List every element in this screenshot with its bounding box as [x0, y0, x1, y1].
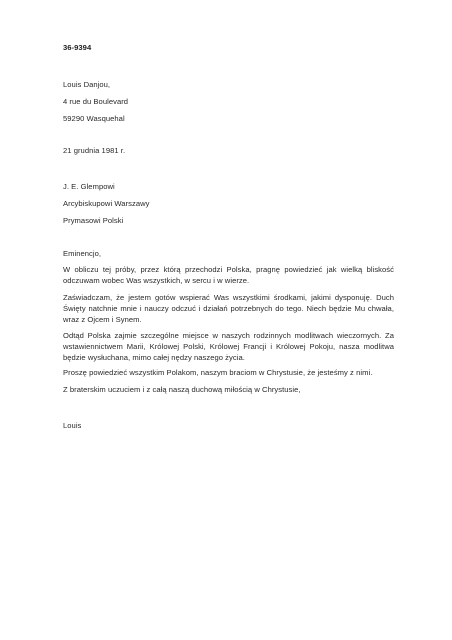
- recipient-title-2: Prymasowi Polski: [63, 216, 124, 225]
- closing-line: Z braterskim uczuciem i z całą naszą duchową miłością w Chrystusie,: [63, 385, 301, 394]
- reference-number: 36-9394: [63, 43, 92, 52]
- signature: Louis: [63, 421, 82, 430]
- recipient-name: J. E. Glempowi: [63, 182, 115, 191]
- salutation: Eminencjo,: [63, 249, 102, 258]
- body-paragraph-4: Proszę powiedzieć wszystkim Polakom, naszym braciom w Chrystusie, że jesteśmy z nimi.: [63, 368, 373, 377]
- sender-name: Louis Danjou,: [63, 80, 111, 89]
- recipient-title-1: Arcybiskupowi Warszawy: [63, 199, 150, 208]
- body-paragraph-1: W obliczu tej próby, przez którą przechodzi Polska, pragnę powiedzieć jak wielką bliskość odczuwam wobec Was wszystkich, w sercu i w wierze.: [63, 265, 394, 285]
- sender-street: 4 rue du Boulevard: [63, 97, 129, 106]
- body-paragraph-2: Zaświadczam, że jestem gotów wspierać Was wszystkimi środkami, jakimi dysponuję. Duch Święty natchnie mnie i nauczy odczuć i działań potrzebnych do tego. Niech będzie Mu chwała, wraz z Ojcem i Synem.: [63, 293, 394, 324]
- body-paragraph-3: Odtąd Polska zajmie szczególne miejsce w naszych rodzinnych modlitwach wieczornych. Za wstawiennictwem Marii, Królowej Polski, Królowej Francji i Królowej Pokoju, nasza modlitwa będzie wysłuchana, mimo całej nędzy naszego życia.: [63, 331, 394, 362]
- letter-date: 21 grudnia 1981 r.: [63, 146, 126, 155]
- sender-city: 59290 Wasquehal: [63, 114, 125, 123]
